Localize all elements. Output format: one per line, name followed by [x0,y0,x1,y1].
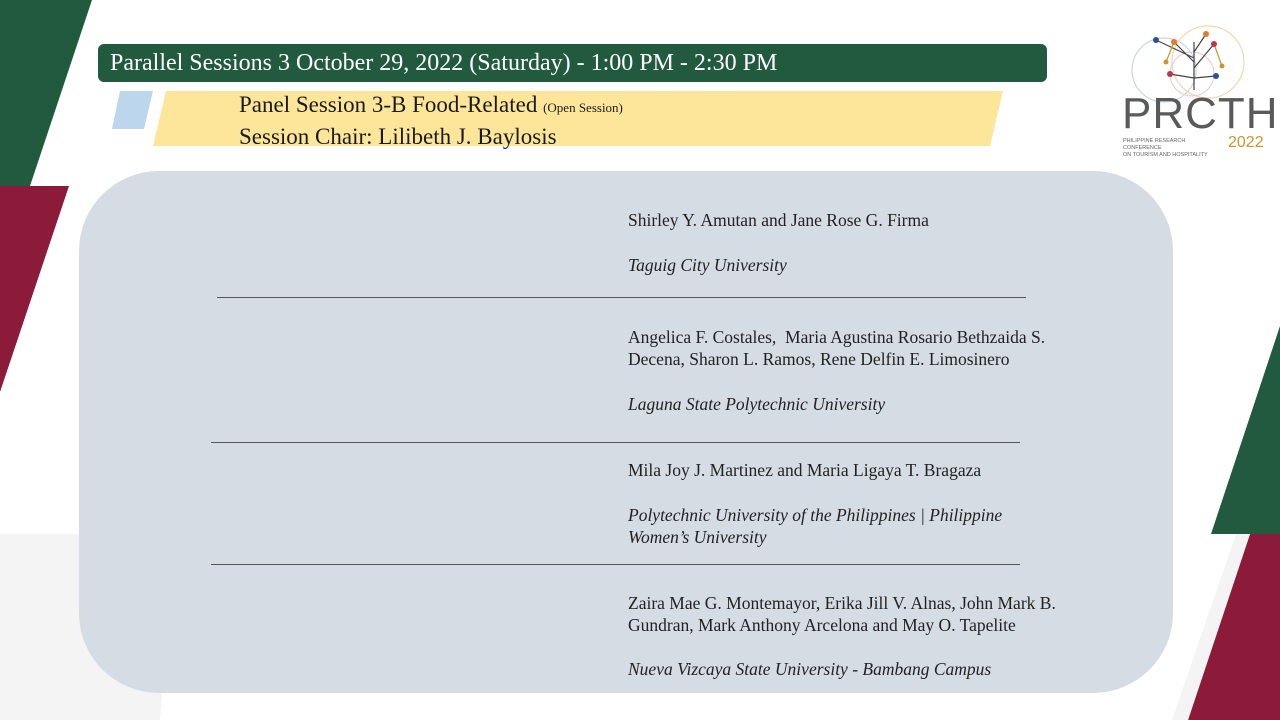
paper-institution-line1: Nueva Vizcaya State University - Bambang Campus [628,659,992,679]
paper-institution-line1: Taguig City University [628,255,787,275]
paper-institution-line1: Polytechnic University of the Philippines | Philippine [628,505,1003,525]
session-chair: Session Chair: Lilibeth J. Baylosis [239,124,557,149]
session-type-note: (Open Session) [543,100,623,115]
left-green-shape [0,0,92,186]
blue-parallelogram [112,91,153,129]
paper-authors [628,459,1148,481]
logo-dot-orange-2 [1203,31,1209,37]
logo-dot-gold [1220,64,1225,69]
paper-authors-line2: Gundran, Mark Anthony Arcelona and May O. Tapelite [628,615,1016,635]
logo-dot-red-2 [1167,71,1173,77]
logo-subtitle-line1: PHILIPPINE RESEARCH CONFERENCE [1123,138,1186,151]
paper-separator [211,564,1020,565]
logo-dot-gold-2 [1164,60,1169,65]
paper-authors-line2: Decena, Sharon L. Ramos, Rene Delfin E. Limosinero [628,349,1010,369]
logo-year: 2022 [1228,134,1264,151]
paper-institution-line2: Women’s University [628,527,767,547]
paper-authors [628,209,1148,231]
paper-separator [217,297,1026,298]
paper-authors [628,592,1148,636]
left-maroon-shape [0,186,69,392]
paper-institution-line1: Laguna State Polytechnic University [628,394,886,414]
logo-dot-blue [1153,37,1159,43]
session-header-bar [98,44,1047,82]
session-name: Panel Session 3-B Food-Related [239,92,538,117]
paper-authors-line1: Zaira Mae G. Montemayor, Erika Jill V. Alnas, John Mark B. [628,593,1056,613]
logo-subtitle [1123,138,1223,159]
session-info [239,90,623,151]
session-header-title: Parallel Sessions 3 October 29, 2022 (Saturday) - 1:00 PM - 2:30 PM [110,50,778,76]
logo-circle-yellow [1172,26,1244,98]
paper-institution [628,393,1148,415]
logo-dot-red [1211,41,1217,47]
paper-authors-line1: Shirley Y. Amutan and Jane Rose G. Firma [628,210,929,230]
paper-separator [211,442,1020,443]
logo-subtitle-line2: ON TOURISM AND HOSPITALITY [1123,152,1208,158]
logo-dot-blue-2 [1213,73,1219,79]
logo-dot-orange [1171,39,1177,45]
paper-authors-line1: Mila Joy J. Martinez and Maria Ligaya T. Bragaza [628,460,982,480]
right-green-shape [1211,326,1280,534]
session-name-line [239,90,623,122]
paper-authors-line1: Angelica F. Costales, Maria Agustina Rosario Bethzaida S. [628,327,1046,347]
paper-authors [628,326,1148,370]
paper-institution [628,254,1148,276]
logo-wordmark: PRCTH [1122,89,1279,138]
paper-institution [628,504,1148,548]
paper-institution [628,658,1148,680]
